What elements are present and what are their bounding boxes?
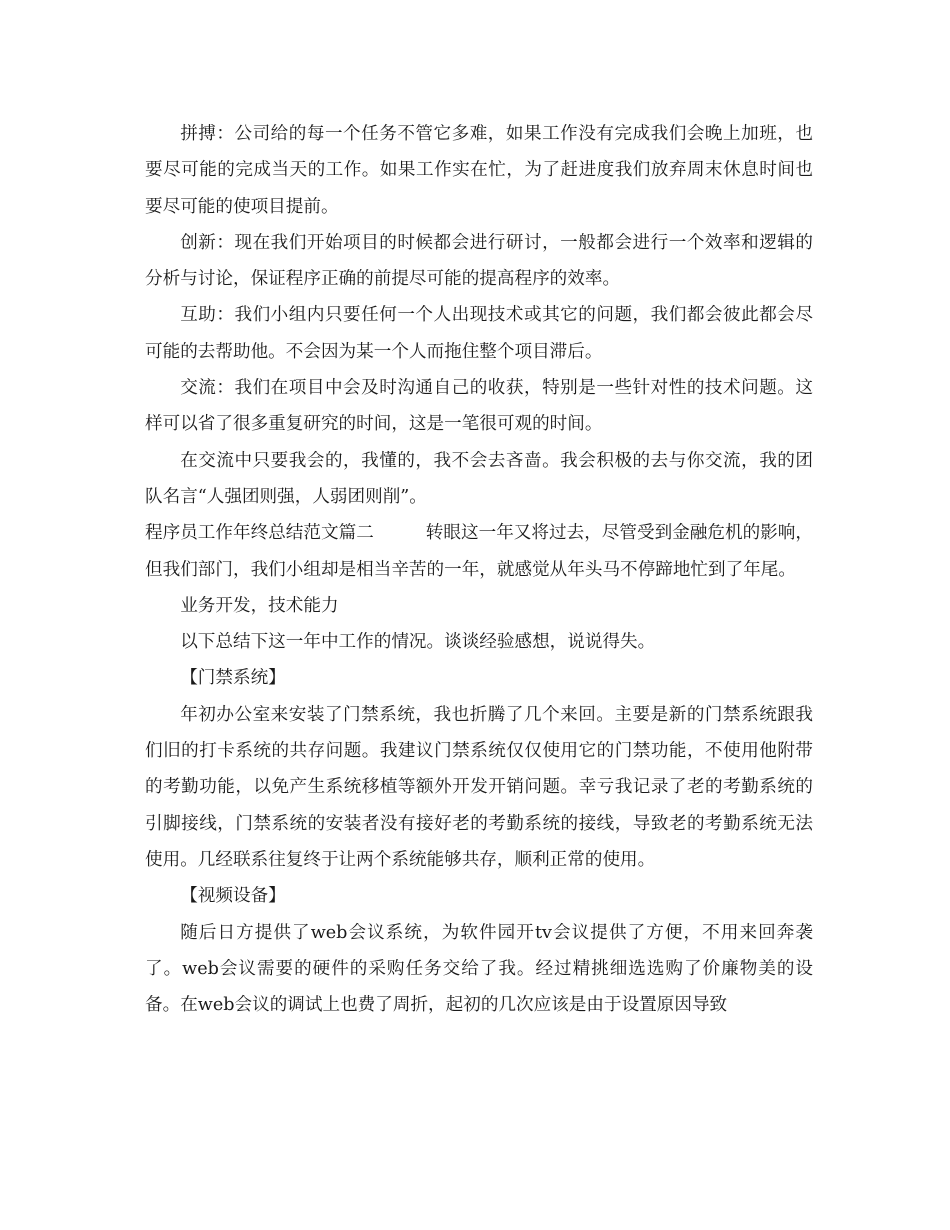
paragraph-chuangxin: 创新：现在我们开始项目的时候都会进行研讨，一般都会进行一个效率和逻辑的分析与讨论，保证程序正确的前提尽可能的提高程序的效率。 bbox=[145, 232, 813, 290]
paragraph-team-motto: 在交流中只要我会的，我懂的，我不会去吝啬。我会积极的去与你交流，我的团队名言“人强团则强，人弱团则削”。 bbox=[145, 450, 813, 507]
paragraph-huzhu: 互助：我们小组内只要任何一个人出现技术或其它的问题，我们都会彼此都会尽可能的去帮助他。不会因为某一个人而拖住整个项目滞后。 bbox=[145, 305, 813, 362]
paragraph-jiaoliu: 交流：我们在项目中会及时沟通自己的收获，特别是一些针对性的技术问题。这样可以省了很多重复研究的时间，这是一笔很可观的时间。 bbox=[145, 378, 813, 435]
section-intro: 转眼这一年又将过去，尽管受到金融危机的影响，但我们部门，我们小组却是相当辛苦的一年，就感觉从年头马不停蹄地忙到了年尾。 bbox=[145, 523, 813, 580]
subheading-video-equipment: 【视频设备】 bbox=[180, 886, 286, 907]
document-body bbox=[145, 116, 813, 1023]
paragraph-summary-intro: 以下总结下这一年中工作的情况。谈谈经验感想，说说得失。 bbox=[180, 632, 656, 653]
paragraph-business-dev: 业务开发，技术能力 bbox=[180, 595, 339, 616]
section-title: 程序员工作年终总结范文篇二 bbox=[145, 523, 374, 544]
paragraph-pinbo: 拼搏：公司给的每一个任务不管它多难，如果工作没有完成我们会晚上加班，也要尽可能的完成当天的工作。如果工作实在忙，为了赶进度我们放弃周末休息时间也要尽可能的使项目提前。 bbox=[145, 124, 813, 217]
paragraph-video-equipment: 随后日方提供了web会议系统，为软件园开tv会议提供了方便，不用来回奔袭了。web会议需要的硬件的采购任务交给了我。经过精挑细选选购了价廉物美的设备。在web会议的调试上也费了周折，起初的几次应该是由于设置原因导致 bbox=[145, 922, 813, 1016]
paragraph-access-control: 年初办公室来安装了门禁系统，我也折腾了几个来回。主要是新的门禁系统跟我们旧的打卡系统的共存问题。我建议门禁系统仅仅使用它的门禁功能，不使用他附带的考勤功能，以免产生系统移植等额外开发开销问题。幸亏我记录了老的考勤系统的引脚接线，门禁系统的安装者没有接好老的考勤系统的接线，导致老的考勤系统无法使用。几经联系往复终于让两个系统能够共存，顺利正常的使用。 bbox=[145, 704, 813, 870]
section-two-paragraph bbox=[145, 515, 813, 588]
subheading-access-control: 【门禁系统】 bbox=[180, 668, 286, 689]
